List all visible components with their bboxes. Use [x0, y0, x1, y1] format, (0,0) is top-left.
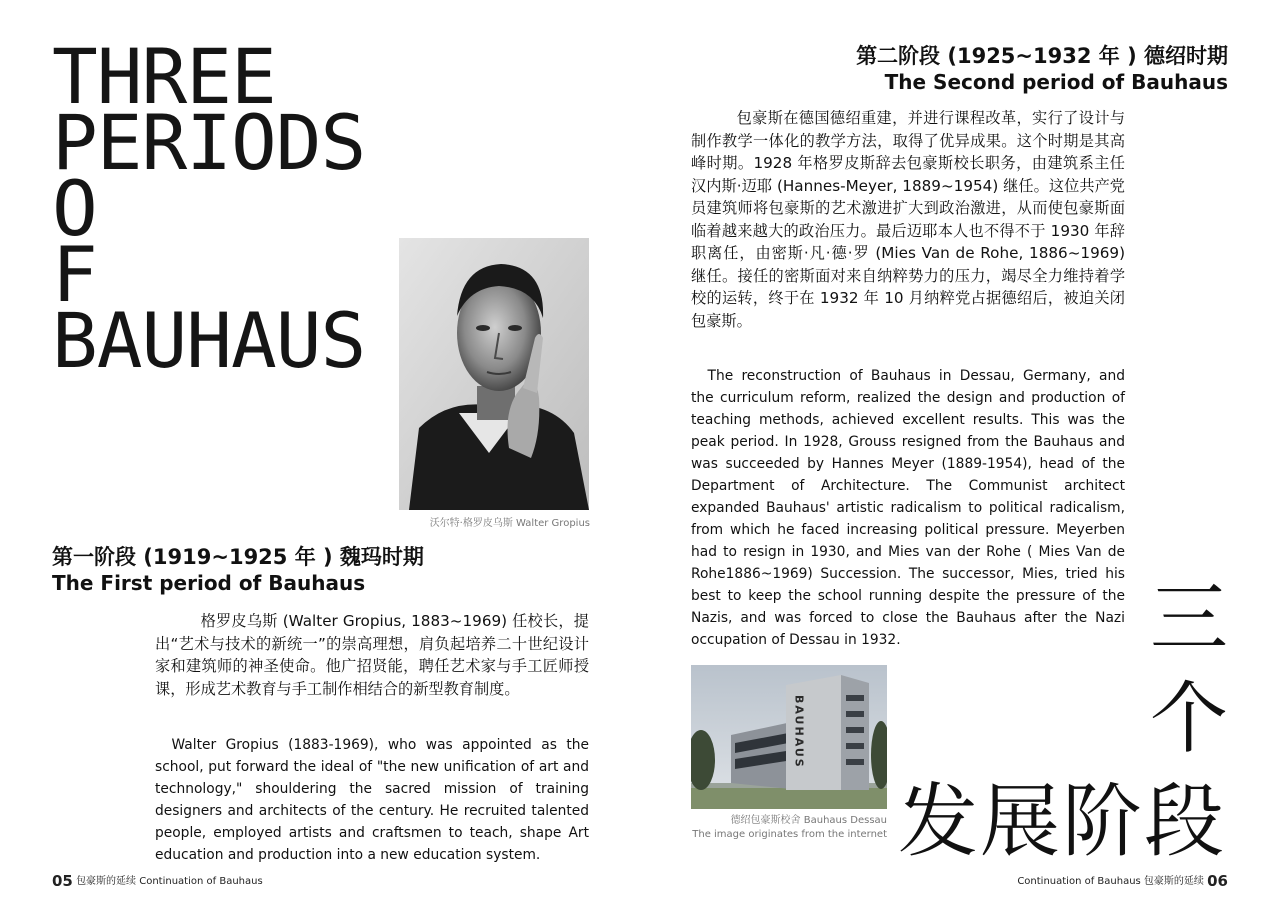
title-line-3: O [52, 164, 97, 253]
vertical-text-3: 发展阶段 [898, 775, 1226, 868]
footer-left [52, 872, 263, 890]
footer-right [1017, 872, 1228, 890]
building-photo [691, 665, 887, 809]
footer-right-text: Continuation of Bauhaus 包豪斯的延续 [1017, 876, 1204, 887]
section1-paragraph-cn: 格罗皮乌斯 (Walter Gropius, 1883~1969) 任校长，提出“艺术与技术的新统一”的崇高理想，肩负起培养二十世纪设计家和建筑师的神圣使命。他广招贤能，聘任艺术家与手工匠师授课，形成艺术教育与手工制作相结合的新型教育制度。 [155, 612, 589, 698]
section2-paragraph-cn: 包豪斯在德国德绍重建，并进行课程改革，实行了设计与制作教学一体化的教学方法，取得了优异成果。这个时期是其高峰时期。1928 年格罗皮斯辞去包豪斯校长职务，由建筑系主任汉内斯·迈耶 (Hannes-Meyer, 1889~1954) 继任。这位共产党员建筑师将包豪斯的艺术激进扩大到政治激进，从而使包豪斯面临着越来越大的政治压力。最后迈耶本人也不得不于 1930 年辞职离任，由密斯·凡·德·罗 (Mies Van de Rohe, 1886~1969) 继任。接任的密斯面对来自纳粹势力的压力，竭尽全力维持着学校的运转，终于在 1932 年 10 月纳粹党占据德绍后，被迫关闭包豪斯。 [691, 109, 1125, 330]
section2-heading-cn: 第二阶段 (1925~1932 年 ) 德绍时期 [856, 44, 1228, 68]
vertical-text-1: 三 [1150, 574, 1229, 664]
vertical-text-2: 个 [1150, 674, 1229, 764]
section2-heading-en: The Second period of Bauhaus [884, 70, 1228, 94]
section1-paragraph-en: Walter Gropius (1883-1969), who was appointed as the school, put forward the ideal of "the new unification of art and technology," shouldering the sacred mission of training designers and architects of the century. He recruited talented people, employed artists and craftsmen to teach, shape Art education and production into a new education system. [155, 737, 589, 863]
section1-heading-en: The First period of Bauhaus [52, 571, 366, 595]
title-line-4: F [52, 230, 97, 319]
building-sign: BAUHAUS [792, 695, 806, 769]
page-title [52, 32, 366, 385]
section2-paragraph-en: The reconstruction of Bauhaus in Dessau, Germany, and the curriculum reform, realized the design and production of teaching methods, achieved excellent results. This was the peak period. In 1928, Grouss resigned from the Bauhaus and was succeeded by Hannes Meyer (1889-1954), head of the Department of Architecture. The Communist architect expanded Bauhaus' artistic radicalism to political radicalism, from which he faced increasing political pressure. Meyerben had to resign in 1930, and Mies van der Rohe ( Mies Van de Rohe1886~1969) Succession. The successor, Mies, tried his best to keep the school running despite the pressure of the Nazis, and was forced to close the Bauhaus after the Nazi occupation of Dessau in 1932. [691, 368, 1125, 648]
building-illustration [691, 665, 887, 809]
title-line-2: PERIODS [52, 98, 366, 187]
portrait-caption: 沃尔特·格罗皮乌斯 Walter Gropius [429, 518, 590, 529]
portrait-illustration [399, 238, 589, 510]
footer-left-text: 包豪斯的延续 Continuation of Bauhaus [76, 876, 263, 887]
title-line-5: BAUHAUS [52, 296, 366, 385]
portrait-photo [399, 238, 589, 510]
title-line-1: THREE [52, 32, 276, 121]
page-number-right: 06 [1207, 872, 1228, 890]
building-caption-cn: 德绍包豪斯校舍 Bauhaus Dessau [730, 815, 887, 826]
building-caption-en: The image originates from the internet [692, 829, 887, 840]
building-caption [680, 814, 887, 842]
section1-heading-cn: 第一阶段 (1919~1925 年 ) 魏玛时期 [52, 545, 424, 569]
page-number-left: 05 [52, 872, 73, 890]
